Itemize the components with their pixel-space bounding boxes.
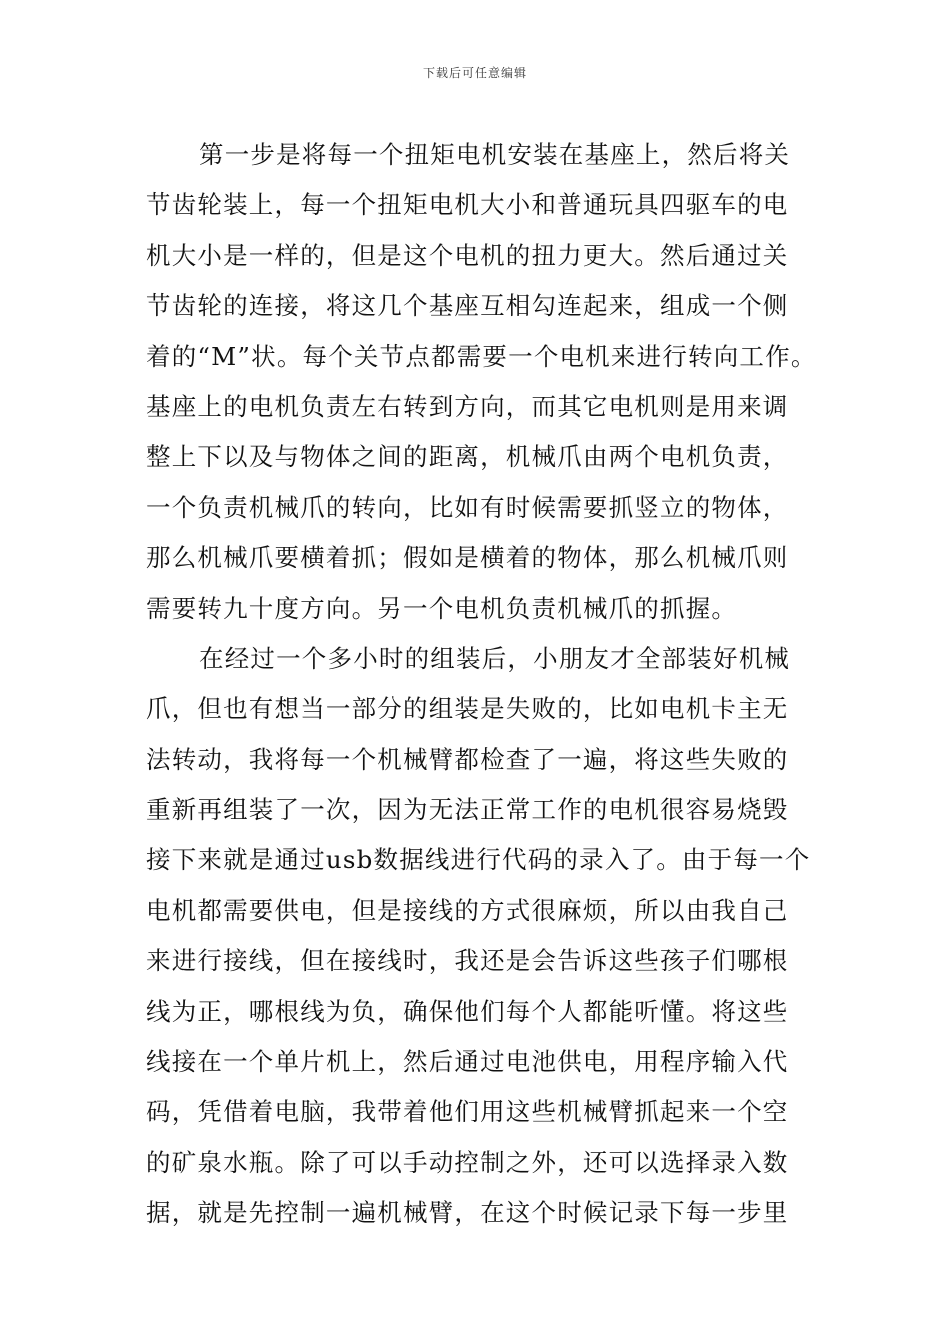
paragraph-1-line-3: 机大小是一样的，但是这个电机的扭力更大。然后通过关: [146, 240, 789, 270]
paragraph-2-line-11: 的矿泉水瓶。除了可以手动控制之外，还可以选择录入数: [146, 1147, 789, 1177]
paragraph-2-line-5: 接下来就是通过usb数据线进行代码的录入了。由于每一个: [146, 845, 811, 875]
paragraph-1-line-5: 着的“M”状。每个关节点都需要一个电机来进行转向工作。: [146, 341, 817, 371]
paragraph-1-line-10: 需要转九十度方向。另一个电机负责机械爪的抓握。: [146, 593, 738, 623]
paragraph-2-line-10: 码，凭借着电脑，我带着他们用这些机械臂抓起来一个空: [146, 1097, 789, 1127]
paragraph-1-line-1: 第一步是将每一个扭矩电机安装在基座上，然后将关: [199, 140, 791, 169]
paragraph-2-line-9: 线接在一个单片机上，然后通过电池供电，用程序输入代: [146, 1047, 789, 1077]
paragraph-2-line-12: 据，就是先控制一遍机械臂，在这个时候记录下每一步里: [146, 1198, 789, 1228]
paragraph-2-line-1: 在经过一个多小时的组装后，小朋友才全部装好机械: [199, 643, 791, 673]
document-body: [146, 130, 817, 1239]
paragraph-1-line-7: 整上下以及与物体之间的距离，机械爪由两个电机负责，: [146, 442, 789, 472]
paragraph-1-line-8: 一个负责机械爪的转向，比如有时候需要抓竖立的物体，: [146, 492, 789, 522]
paragraph-1-line-4: 节齿轮的连接，将这几个基座互相勾连起来，组成一个侧: [146, 291, 789, 321]
paragraph-2-line-4: 重新再组装了一次，因为无法正常工作的电机很容易烧毁: [146, 795, 789, 825]
paragraph-2-line-6: 电机都需要供电，但是接线的方式很麻烦，所以由我自己: [146, 895, 789, 925]
paragraph-1-line-2: 节齿轮装上，每一个扭矩电机大小和普通玩具四驱车的电: [146, 190, 789, 220]
paragraph-1-line-9: 那么机械爪要横着抓；假如是横着的物体，那么机械爪则: [146, 543, 789, 573]
paragraph-2-line-8: 线为正，哪根线为负，确保他们每个人都能听懂。将这些: [146, 996, 789, 1026]
paragraph-1-line-6: 基座上的电机负责左右转到方向，而其它电机则是用来调: [146, 391, 789, 421]
paragraph-2-line-3: 法转动，我将每一个机械臂都检查了一遍，将这些失败的: [146, 744, 789, 774]
paragraph-2-line-2: 爪，但也有想当一部分的组装是失败的，比如电机卡主无: [146, 694, 789, 724]
page-header: 下载后可任意编辑: [422, 66, 527, 80]
paragraph-2-line-7: 来进行接线，但在接线时，我还是会告诉这些孩子们哪根: [146, 946, 789, 976]
